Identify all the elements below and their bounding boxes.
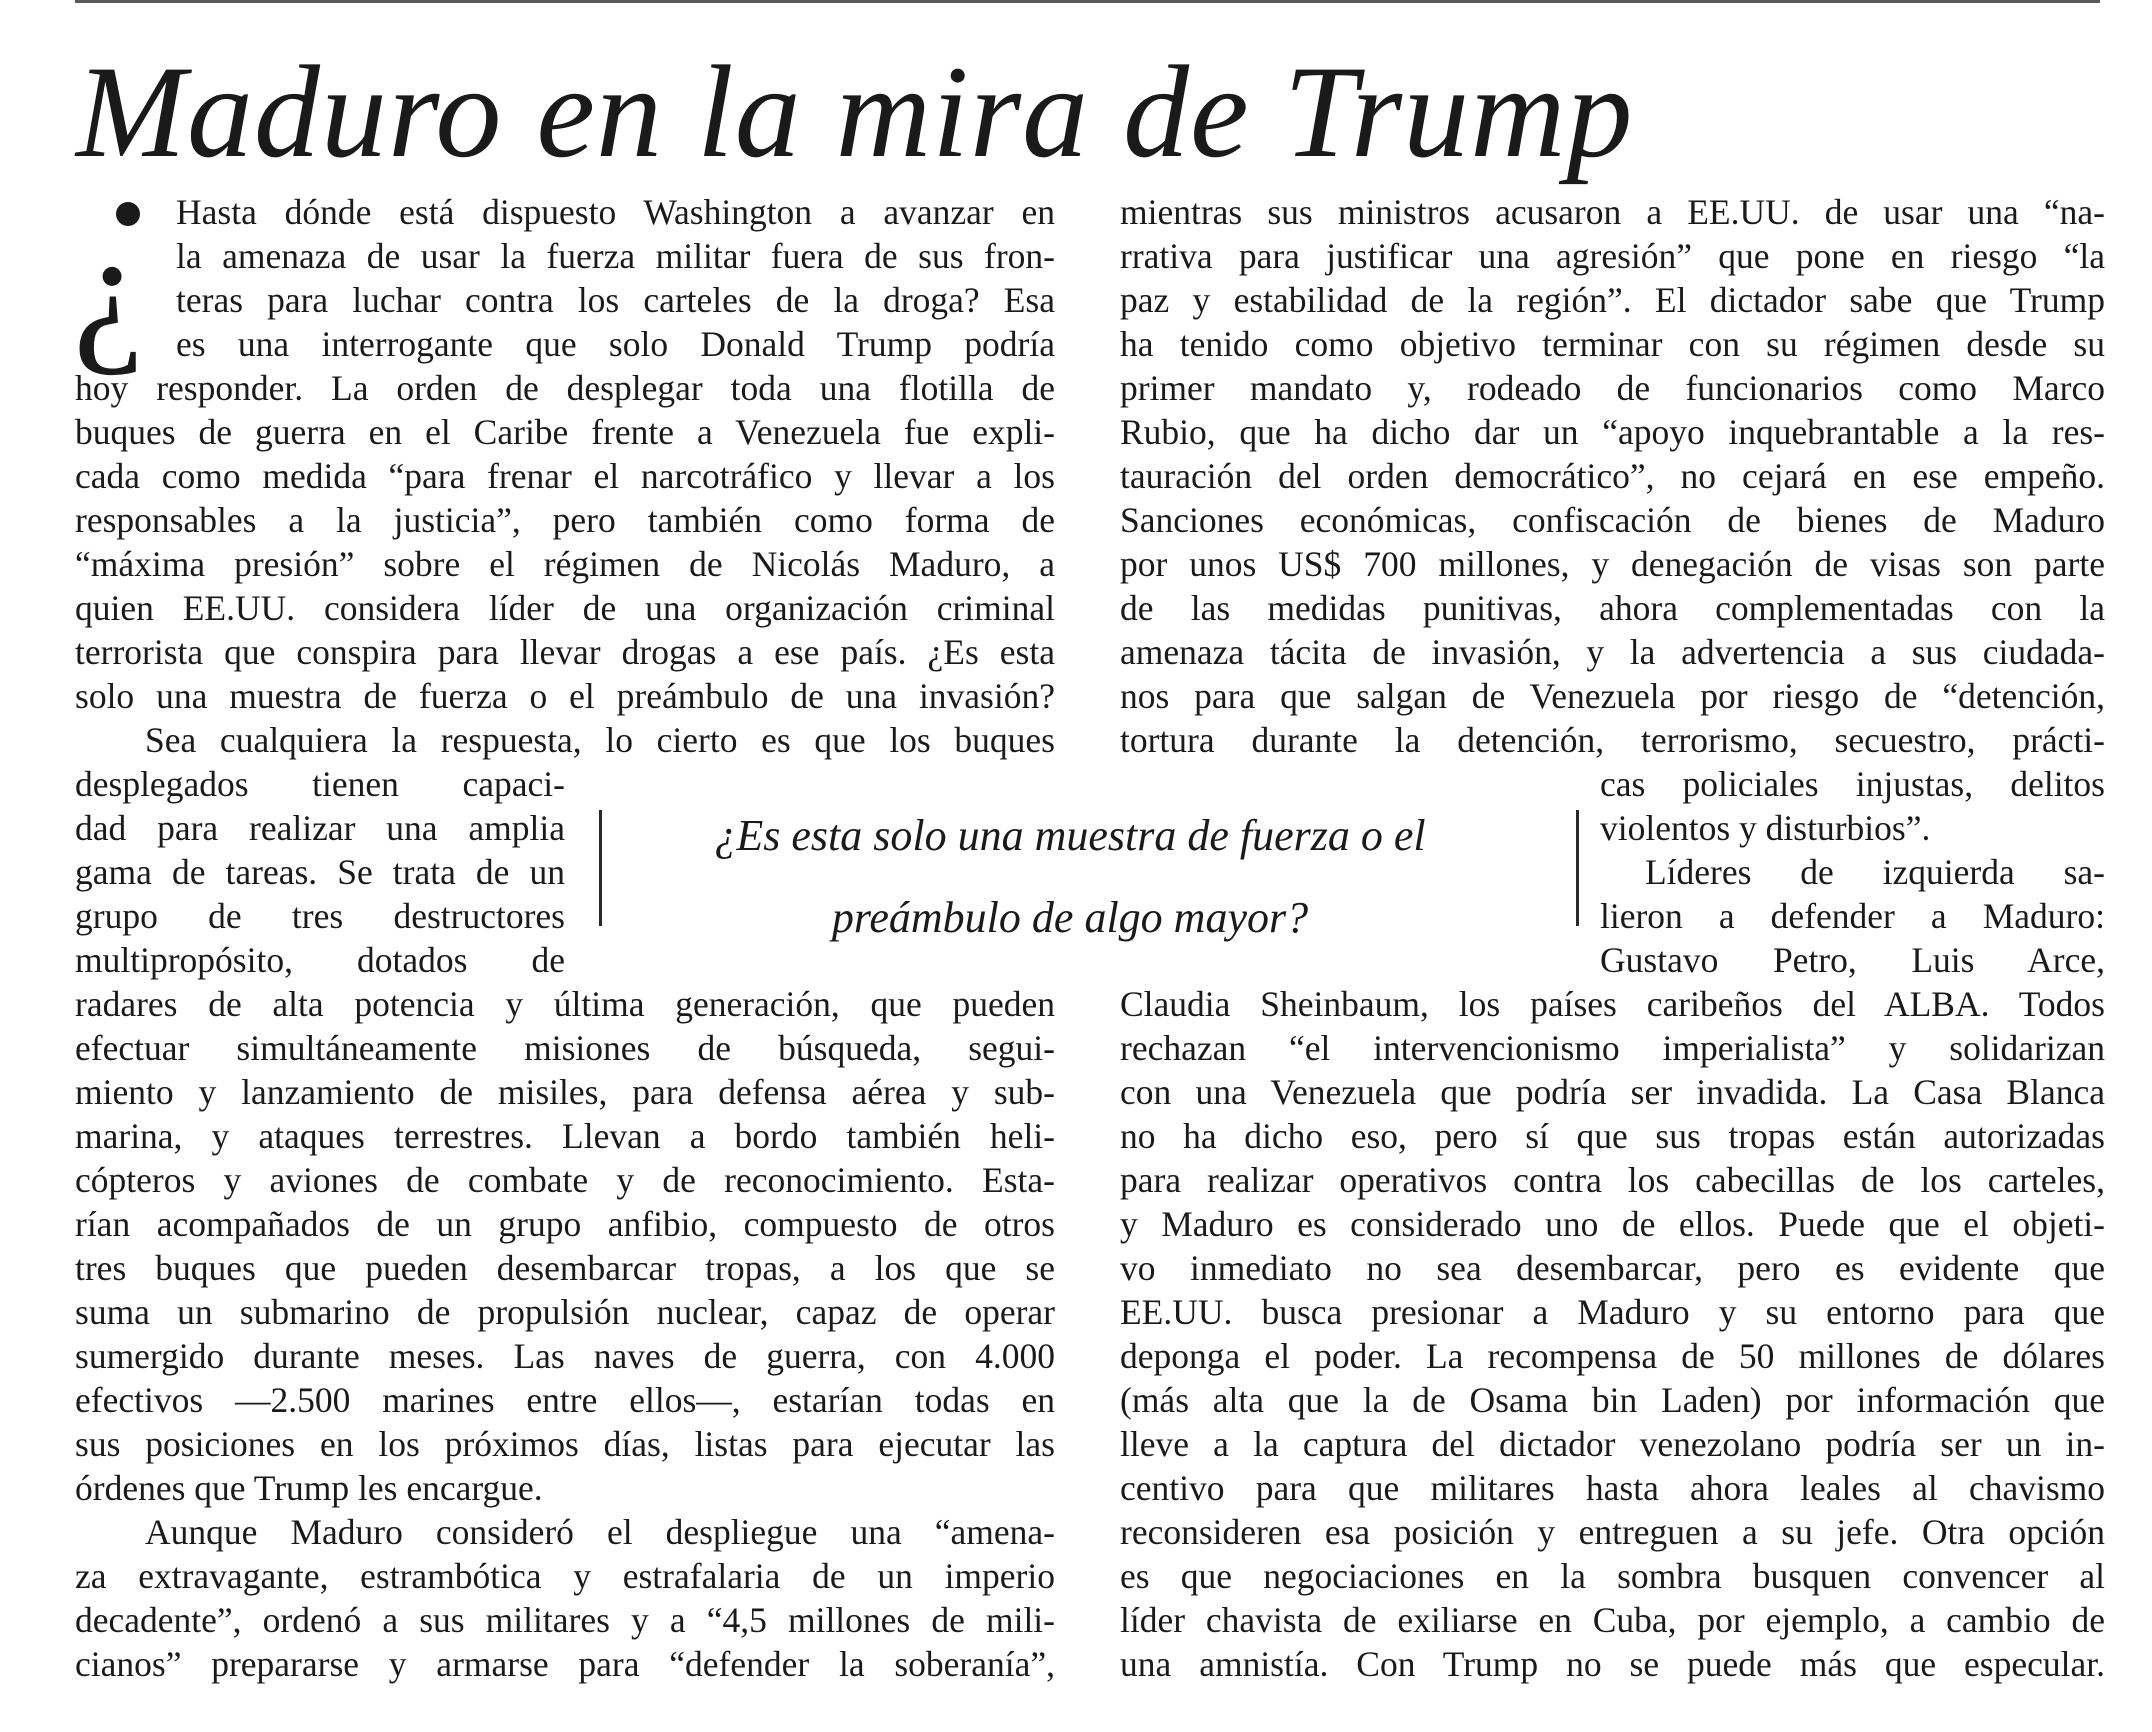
text-line: miento y lanzamiento de misiles, para defensa aérea y sub- (75, 1072, 1055, 1112)
text-line: Sanciones económicas, confiscación de bienes de Maduro (1120, 500, 2105, 540)
text-line: suma un submarino de propulsión nuclear, capaz de operar (75, 1292, 1055, 1332)
text-line: ha tenido como objetivo terminar con su régimen desde su (1120, 324, 2105, 364)
text-line: “máxima presión” sobre el régimen de Nicolás Maduro, a (75, 544, 1055, 584)
text-line: Líderes de izquierda sa- (1645, 852, 2105, 892)
top-rule (75, 0, 2100, 3)
text-line: teras para luchar contra los carteles de la droga? Esa (176, 280, 1055, 320)
text-line: lleve a la captura del dictador venezolano podría ser un in- (1120, 1424, 2105, 1464)
text-line: primer mandato y, rodeado de funcionarios como Marco (1120, 368, 2105, 408)
text-line: efectuar simultáneamente misiones de búsqueda, segui- (75, 1028, 1055, 1068)
text-line: hoy responder. La orden de desplegar toda una flotilla de (75, 368, 1055, 408)
text-line: rían acompañados de un grupo anfibio, compuesto de otros (75, 1204, 1055, 1244)
pull-quote-left-bar (599, 810, 602, 926)
text-line: la amenaza de usar la fuerza militar fuera de sus fron- (176, 236, 1055, 276)
text-line: Rubio, que ha dicho dar un “apoyo inquebrantable a la res- (1120, 412, 2105, 452)
text-line: desplegados tienen capaci- (75, 764, 565, 804)
text-line: decadente”, ordenó a sus militares y a “4,5 millones de mili- (75, 1600, 1055, 1640)
text-line: de las medidas punitivas, ahora complementadas con la (1120, 588, 2105, 628)
text-line: tres buques que pueden desembarcar tropas, a los que se (75, 1248, 1055, 1288)
text-line: centivo para que militares hasta ahora leales al chavismo (1120, 1468, 2105, 1508)
text-line: cada como medida “para frenar el narcotráfico y llevar a los (75, 456, 1055, 496)
text-line: EE.UU. busca presionar a Maduro y su entorno para que (1120, 1292, 2105, 1332)
text-line: za extravagante, estrambótica y estrafalaria de un imperio (75, 1556, 1055, 1596)
text-line: multipropósito, dotados de (75, 940, 565, 980)
text-line: una amnistía. Con Trump no se puede más que especular. (1120, 1644, 2105, 1684)
text-line: líder chavista de exiliarse en Cuba, por ejemplo, a cambio de (1120, 1600, 2105, 1640)
pull-quote-line: preámbulo de algo mayor? (831, 893, 1309, 942)
text-line: cianos” prepararse y armarse para “defender la soberanía”, (75, 1644, 1055, 1684)
text-line: sumergido durante meses. Las naves de guerra, con 4.000 (75, 1336, 1055, 1376)
text-line: es una interrogante que solo Donald Trump podría (176, 324, 1055, 364)
text-line: rrativa para justificar una agresión” que pone en riesgo “la (1120, 236, 2105, 276)
text-line: cópteros y aviones de combate y de reconocimiento. Esta- (75, 1160, 1055, 1200)
text-line: quien EE.UU. considera líder de una organización criminal (75, 588, 1055, 628)
text-line: Gustavo Petro, Luis Arce, (1600, 940, 2105, 980)
text-line: deponga el poder. La recompensa de 50 millones de dólares (1120, 1336, 2105, 1376)
text-line: por unos US$ 700 millones, y denegación de visas son parte (1120, 544, 2105, 584)
text-line: dad para realizar una amplia (75, 808, 565, 848)
text-line: tortura durante la detención, terrorismo, secuestro, prácti- (1120, 720, 2105, 760)
text-line: responsables a la justicia”, pero también como forma de (75, 500, 1055, 540)
text-line: Aunque Maduro consideró el despliegue una “amena- (145, 1512, 1055, 1552)
text-line: efectivos —2.500 marines entre ellos—, estarían todas en (75, 1380, 1055, 1420)
text-line: mientras sus ministros acusaron a EE.UU. de usar una “na- (1120, 192, 2105, 232)
dropcap: ¿ (73, 199, 145, 377)
text-line: nos para que salgan de Venezuela por riesgo de “detención, (1120, 676, 2105, 716)
text-line: violentos y disturbios”. (1600, 808, 1931, 848)
text-line: es que negociaciones en la sombra busquen convencer al (1120, 1556, 2105, 1596)
text-line: rechazan “el intervencionismo imperialista” y solidarizan (1120, 1028, 2105, 1068)
text-line: vo inmediato no sea desembarcar, pero es evidente que (1120, 1248, 2105, 1288)
text-line: gama de tareas. Se trata de un (75, 852, 565, 892)
text-line: (más alta que la de Osama bin Laden) por información que (1120, 1380, 2105, 1420)
text-line: Claudia Sheinbaum, los países caribeños del ALBA. Todos (1120, 984, 2105, 1024)
text-line: cas policiales injustas, delitos (1600, 764, 2105, 804)
text-line: grupo de tres destructores (75, 896, 565, 936)
text-line: paz y estabilidad de la región”. El dictador sabe que Trump (1120, 280, 2105, 320)
text-line: buques de guerra en el Caribe frente a Venezuela fue expli- (75, 412, 1055, 452)
text-line: y Maduro es considerado uno de ellos. Puede que el objeti- (1120, 1204, 2105, 1244)
text-line: radares de alta potencia y última generación, que pueden (75, 984, 1055, 1024)
pull-quote-line: ¿Es esta solo una muestra de fuerza o el (714, 811, 1426, 860)
headline: Maduro en la mira de Trump (76, 38, 1634, 185)
text-line: marina, y ataques terrestres. Llevan a bordo también heli- (75, 1116, 1055, 1156)
text-line: órdenes que Trump les encargue. (75, 1468, 543, 1508)
text-line: lieron a defender a Maduro: (1600, 896, 2105, 936)
text-line: con una Venezuela que podría ser invadida. La Casa Blanca (1120, 1072, 2105, 1112)
text-line: tauración del orden democrático”, no cejará en ese empeño. (1120, 456, 2105, 496)
text-line: reconsideren esa posición y entreguen a su jefe. Otra opción (1120, 1512, 2105, 1552)
pull-quote (610, 795, 1530, 959)
text-line: Sea cualquiera la respuesta, lo cierto es que los buques (145, 720, 1055, 760)
text-line: solo una muestra de fuerza o el preámbulo de una invasión? (75, 676, 1055, 716)
text-line: no ha dicho eso, pero sí que sus tropas están autorizadas (1120, 1116, 2105, 1156)
text-line: terrorista que conspira para llevar drogas a ese país. ¿Es esta (75, 632, 1055, 672)
text-line: para realizar operativos contra los cabecillas de los carteles, (1120, 1160, 2105, 1200)
text-line: Hasta dónde está dispuesto Washington a avanzar en (176, 192, 1055, 232)
text-line: amenaza tácita de invasión, y la advertencia a sus ciudada- (1120, 632, 2105, 672)
pull-quote-right-bar (1576, 810, 1579, 926)
text-line: sus posiciones en los próximos días, listas para ejecutar las (75, 1424, 1055, 1464)
